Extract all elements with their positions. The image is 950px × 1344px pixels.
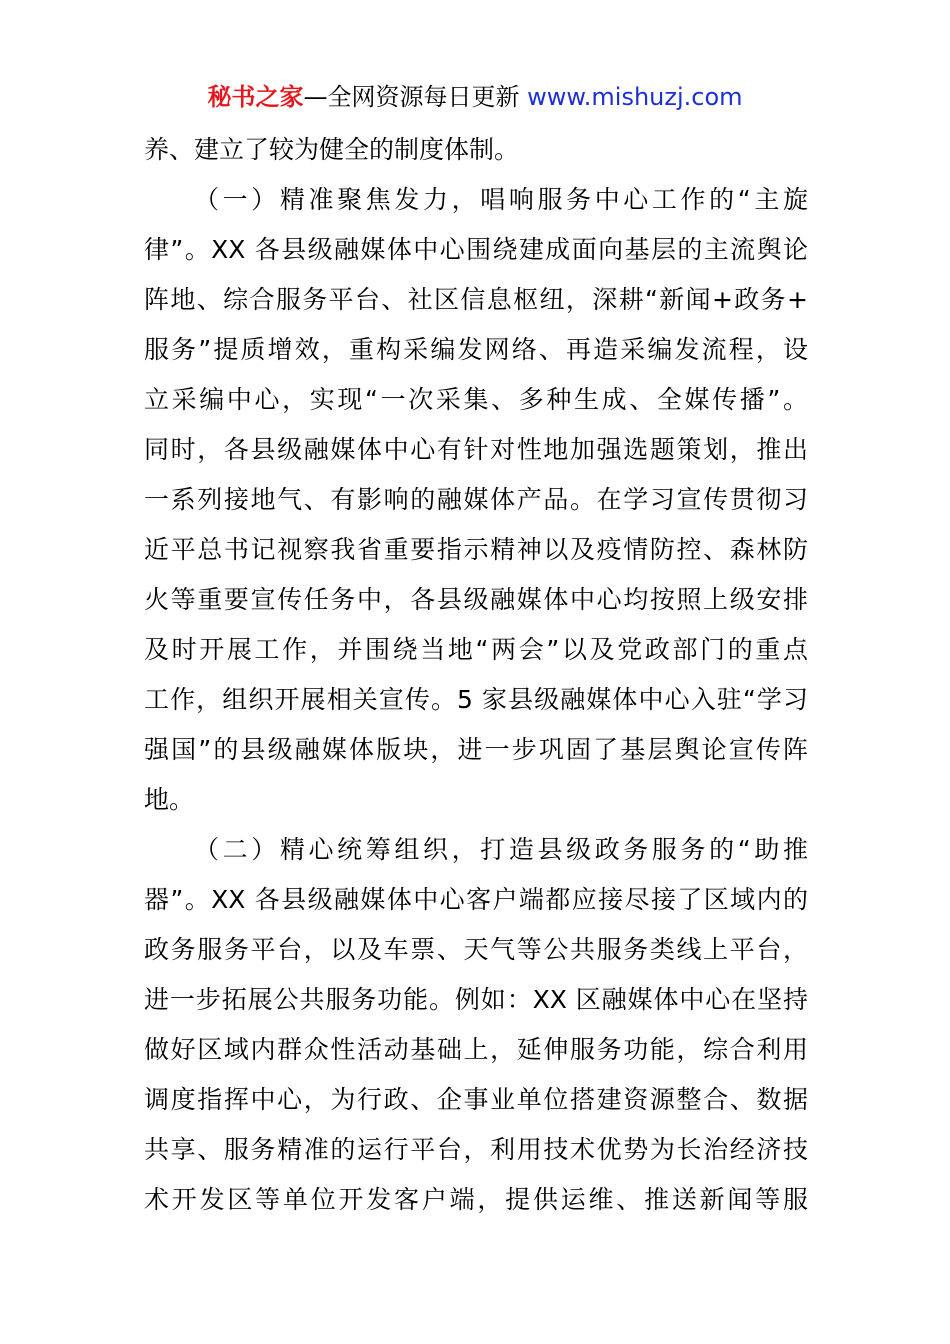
text-line: 近平总书记视察我省重要指示精神以及疫情防控、森林防 — [144, 535, 808, 564]
text-line: 术开发区等单位开发客户端，提供运维、推送新闻等服 — [144, 1185, 808, 1214]
text-line: 进一步拓展公共服务功能。例如：XX 区融媒体中心在坚持 — [144, 985, 808, 1014]
text-line: 做好区域内群众性活动基础上，延伸服务功能，综合利用 — [144, 1035, 808, 1064]
text-line: 立采编中心，实现“一次采集、多种生成、全媒传播”。 — [144, 385, 808, 414]
text-line: 政务服务平台，以及车票、天气等公共服务类线上平台， — [144, 935, 808, 964]
text-line: 共享、服务精准的运行平台，利用技术优势为长治经济技 — [144, 1135, 808, 1164]
site-brand: 秘书之家 — [207, 83, 304, 111]
text-line: 器”。XX 各县级融媒体中心客户端都应接尽接了区域内的 — [144, 885, 808, 914]
text-line: （二）精心统筹组织，打造县级政务服务的“助推 — [194, 835, 808, 864]
text-line: 地。 — [144, 785, 195, 814]
text-line: 强国”的县级融媒体版块，进一步巩固了基层舆论宣传阵 — [144, 735, 808, 764]
text-line: 养、建立了较为健全的制度体制。 — [144, 135, 520, 164]
text-line: 阵地、综合服务平台、社区信息枢纽，深耕“新闻+政务+ — [144, 285, 808, 314]
text-line: 同时，各县级融媒体中心有针对性地加强选题策划，推出 — [144, 435, 808, 464]
paragraph-continuation — [144, 125, 808, 175]
text-line: 工作，组织开展相关宣传。5 家县级融媒体中心入驻“学习 — [144, 685, 808, 714]
document-body — [144, 125, 808, 1225]
site-tagline: —全网资源每日更新 — [303, 83, 528, 111]
site-header — [0, 80, 950, 114]
text-line: （一）精准聚焦发力，唱响服务中心工作的“主旋 — [194, 185, 808, 214]
site-url[interactable]: www.mishuzj.com — [527, 83, 743, 111]
text-line: 及时开展工作，并围绕当地“两会”以及党政部门的重点 — [144, 635, 808, 664]
text-line: 律”。XX 各县级融媒体中心围绕建成面向基层的主流舆论 — [144, 235, 808, 264]
text-line: 服务”提质增效，重构采编发网络、再造采编发流程，设 — [144, 335, 808, 364]
paragraph-section-two — [144, 825, 808, 1225]
text-line: 火等重要宣传任务中，各县级融媒体中心均按照上级安排 — [144, 585, 808, 614]
text-line: 一系列接地气、有影响的融媒体产品。在学习宣传贯彻习 — [144, 485, 808, 514]
paragraph-section-one — [144, 175, 808, 825]
text-line: 调度指挥中心，为行政、企事业单位搭建资源整合、数据 — [144, 1085, 808, 1114]
